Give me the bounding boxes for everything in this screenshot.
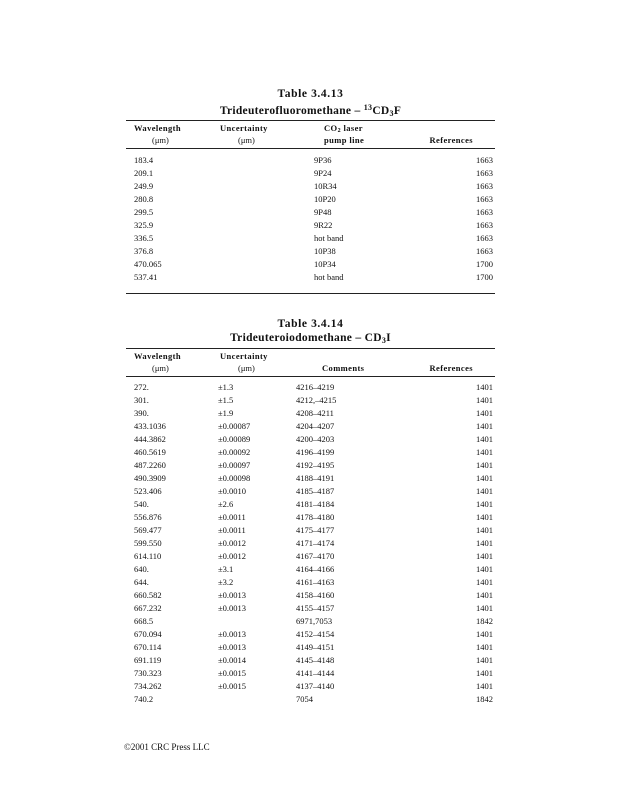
table-row	[126, 167, 495, 180]
reference-cell: 1663	[476, 207, 493, 217]
table-row	[126, 258, 495, 271]
wavelength-cell: 660.582	[134, 590, 162, 600]
reference-cell: 1401	[476, 577, 493, 587]
pump-line-cell: hot band	[314, 272, 344, 282]
wavelength-cell: 376.8	[134, 246, 154, 256]
table-row	[126, 641, 495, 654]
uncertainty-unit: (μm)	[238, 363, 255, 373]
reference-cell: 1401	[476, 681, 493, 691]
table-row	[126, 680, 495, 693]
table-row	[126, 485, 495, 498]
wavelength-cell: 644.	[134, 577, 149, 587]
reference-cell: 1700	[476, 272, 493, 282]
comments-cell: 4158–4160	[296, 590, 335, 600]
wavelength-cell: 183.4	[134, 155, 154, 165]
pump-line-cell: 9P36	[314, 155, 332, 165]
header-rule	[126, 148, 495, 149]
wavelength-cell: 523.406	[134, 486, 162, 496]
reference-cell: 1401	[476, 564, 493, 574]
uncertainty-cell: ±0.00087	[218, 421, 251, 431]
reference-cell: 1401	[476, 408, 493, 418]
wavelength-cell: 614.110	[134, 551, 162, 561]
table-row	[126, 524, 495, 537]
wavelength-cell: 599.550	[134, 538, 162, 548]
uncertainty-cell: ±0.00092	[218, 447, 251, 457]
pump-line-cell: 9R22	[314, 220, 333, 230]
wavelength-cell: 336.5	[134, 233, 154, 243]
table-row	[126, 498, 495, 511]
uncertainty-cell: ±0.0013	[218, 590, 247, 600]
table-row	[126, 206, 495, 219]
uncertainty-cell: ±3.2	[218, 577, 234, 587]
pump-line-cell: hot band	[314, 233, 344, 243]
wavelength-cell: 301.	[134, 395, 149, 405]
table-row	[126, 193, 495, 206]
uncertainty-cell: ±0.00089	[218, 434, 251, 444]
wavelength-cell: 730.323	[134, 668, 162, 678]
wavelength-cell: 299.5	[134, 207, 154, 217]
reference-cell: 1401	[476, 668, 493, 678]
wavelength-cell: 640.	[134, 564, 149, 574]
reference-cell: 1401	[476, 590, 493, 600]
table-row	[126, 537, 495, 550]
comments-cell: 4175–4177	[296, 525, 335, 535]
table-row	[126, 693, 495, 706]
comments-cell: 4164–4166	[296, 564, 335, 574]
wavelength-cell: 272.	[134, 382, 149, 392]
uncertainty-cell: ±0.0013	[218, 603, 247, 613]
table-row	[126, 381, 495, 394]
reference-cell: 1401	[476, 642, 493, 652]
table-title: Trideuterofluoromethane – $^{13}CD_3F$	[219, 103, 402, 118]
uncertainty-cell: ±1.3	[218, 382, 234, 392]
comments-cell: 4141–4144	[296, 668, 335, 678]
table-row	[126, 563, 495, 576]
table-row	[126, 511, 495, 524]
uncertainty-cell: ±0.00097	[218, 460, 251, 470]
reference-cell: 1842	[476, 694, 493, 704]
pump-line-header: pump line	[324, 135, 365, 145]
wavelength-cell: 667.232	[134, 603, 162, 613]
comments-cell: 7054	[296, 694, 313, 704]
reference-cell: 1663	[476, 220, 493, 230]
comments-cell: 4204–4207	[296, 421, 335, 431]
comments-cell: 4192–4195	[296, 460, 335, 470]
reference-cell: 1663	[476, 246, 493, 256]
reference-cell: 1401	[476, 460, 493, 470]
table-body	[126, 154, 495, 284]
wavelength-cell: 280.8	[134, 194, 154, 204]
references-header: References	[429, 135, 473, 145]
table-row	[126, 667, 495, 680]
comments-cell: 4196–4199	[296, 447, 335, 457]
reference-cell: 1401	[476, 447, 493, 457]
table-row	[126, 420, 495, 433]
uncertainty-cell: ±1.9	[218, 408, 234, 418]
comments-cell: 4171–4174	[296, 538, 335, 548]
table-row	[126, 219, 495, 232]
reference-cell: 1401	[476, 421, 493, 431]
comments-cell: 4145–4148	[296, 655, 335, 665]
reference-cell: 1401	[476, 655, 493, 665]
wavelength-cell: 470.065	[134, 259, 162, 269]
wavelength-unit: (μm)	[152, 135, 169, 145]
reference-cell: 1663	[476, 155, 493, 165]
reference-cell: 1401	[476, 395, 493, 405]
uncertainty-cell: ±3.1	[218, 564, 234, 574]
uncertainty-cell: ±0.0013	[218, 642, 247, 652]
copyright-footer: ©2001 CRC Press LLC	[124, 742, 210, 752]
wavelength-cell: 460.5619	[134, 447, 166, 457]
table-row	[126, 245, 495, 258]
wavelength-cell: 740.2	[134, 694, 154, 704]
uncertainty-cell: ±0.0015	[218, 681, 247, 691]
pump-header: $CO_2$ laser	[324, 123, 363, 134]
comments-cell: 4188–4191	[296, 473, 335, 483]
reference-cell: 1401	[476, 551, 493, 561]
table-row	[126, 628, 495, 641]
wavelength-header: Wavelength	[134, 351, 181, 361]
reference-cell: 1401	[476, 486, 493, 496]
comments-cell: 4152–4154	[296, 629, 335, 639]
pump-line-cell: 10P34	[314, 259, 336, 269]
reference-cell: 1401	[476, 538, 493, 548]
reference-cell: 1401	[476, 603, 493, 613]
uncertainty-cell: ±0.0013	[218, 629, 247, 639]
uncertainty-cell: ±0.0012	[218, 538, 247, 548]
table-row	[126, 472, 495, 485]
wavelength-cell: 487.2260	[134, 460, 166, 470]
comments-cell: 4178–4180	[296, 512, 335, 522]
reference-cell: 1663	[476, 233, 493, 243]
table-row	[126, 394, 495, 407]
uncertainty-cell: ±0.0014	[218, 655, 247, 665]
uncertainty-cell: ±0.0010	[218, 486, 247, 496]
uncertainty-header: Uncertainty	[220, 351, 268, 361]
wavelength-cell: 691.119	[134, 655, 162, 665]
reference-cell: 1700	[476, 259, 493, 269]
comments-cell: 4216–4219	[296, 382, 335, 392]
uncertainty-cell: ±0.0012	[218, 551, 247, 561]
pump-line-cell: 9P24	[314, 168, 332, 178]
comments-cell: 4161–4163	[296, 577, 335, 587]
wavelength-cell: 325.9	[134, 220, 154, 230]
table-number: Table 3.4.14	[277, 318, 344, 330]
comments-cell: 4137–4140	[296, 681, 335, 691]
comments-cell: 4208–4211	[296, 408, 334, 418]
reference-cell: 1842	[476, 616, 493, 626]
reference-cell: 1401	[476, 434, 493, 444]
comments-header: Comments	[322, 363, 365, 373]
pump-line-cell: 10P38	[314, 246, 336, 256]
comments-cell: 4155–4157	[296, 603, 335, 613]
wavelength-cell: 433.1036	[134, 421, 166, 431]
pump-line-cell: 10R34	[314, 181, 337, 191]
table-row	[126, 154, 495, 167]
table-row	[126, 433, 495, 446]
wavelength-cell: 556.876	[134, 512, 162, 522]
reference-cell: 1401	[476, 512, 493, 522]
comments-cell: 6971,7053	[296, 616, 333, 626]
uncertainty-unit: (μm)	[238, 135, 255, 145]
table-row	[126, 407, 495, 420]
uncertainty-cell: ±0.0015	[218, 668, 247, 678]
wavelength-cell: 390.	[134, 408, 149, 418]
table-row	[126, 459, 495, 472]
header-rule	[126, 376, 495, 377]
wavelength-cell: 670.094	[134, 629, 162, 639]
table-number: Table 3.4.13	[277, 88, 344, 100]
top-rule	[126, 348, 495, 349]
reference-cell: 1401	[476, 525, 493, 535]
table-row	[126, 654, 495, 667]
reference-cell: 1663	[476, 194, 493, 204]
table-body	[126, 381, 495, 706]
references-header: References	[429, 363, 473, 373]
uncertainty-cell: ±1.5	[218, 395, 234, 405]
table-row	[126, 615, 495, 628]
wavelength-cell: 537.41	[134, 272, 158, 282]
uncertainty-cell: ±2.6	[218, 499, 234, 509]
table-row	[126, 271, 495, 284]
uncertainty-cell: ±0.00098	[218, 473, 251, 483]
wavelength-cell: 209.1	[134, 168, 154, 178]
reference-cell: 1663	[476, 168, 493, 178]
table-row	[126, 232, 495, 245]
wavelength-cell: 569.477	[134, 525, 162, 535]
top-rule	[126, 120, 495, 121]
wavelength-cell: 444.3862	[134, 434, 166, 444]
pump-line-cell: 10P20	[314, 194, 336, 204]
wavelength-cell: 540.	[134, 499, 149, 509]
comments-cell: 4181–4184	[296, 499, 335, 509]
comments-cell: 4149–4151	[296, 642, 335, 652]
table-title: Trideuteroiodomethane – $CD_3I$	[230, 332, 391, 345]
table-row	[126, 589, 495, 602]
uncertainty-header: Uncertainty	[220, 123, 268, 133]
reference-cell: 1401	[476, 473, 493, 483]
wavelength-cell: 670.114	[134, 642, 162, 652]
uncertainty-cell: ±0.0011	[218, 525, 246, 535]
table-row	[126, 602, 495, 615]
comments-cell: 4185–4187	[296, 486, 335, 496]
wavelength-cell: 249.9	[134, 181, 154, 191]
wavelength-cell: 490.3909	[134, 473, 166, 483]
comments-cell: 4212,–4215	[296, 395, 337, 405]
wavelength-cell: 668.5	[134, 616, 154, 626]
uncertainty-cell: ±0.0011	[218, 512, 246, 522]
reference-cell: 1401	[476, 499, 493, 509]
wavelength-cell: 734.262	[134, 681, 162, 691]
reference-cell: 1663	[476, 181, 493, 191]
table-row	[126, 446, 495, 459]
table-row	[126, 576, 495, 589]
pump-line-cell: 9P48	[314, 207, 332, 217]
table-row	[126, 550, 495, 563]
bottom-rule	[126, 293, 495, 294]
comments-cell: 4167–4170	[296, 551, 335, 561]
table-row	[126, 180, 495, 193]
wavelength-unit: (μm)	[152, 363, 169, 373]
reference-cell: 1401	[476, 382, 493, 392]
wavelength-header: Wavelength	[134, 123, 181, 133]
comments-cell: 4200–4203	[296, 434, 335, 444]
reference-cell: 1401	[476, 629, 493, 639]
